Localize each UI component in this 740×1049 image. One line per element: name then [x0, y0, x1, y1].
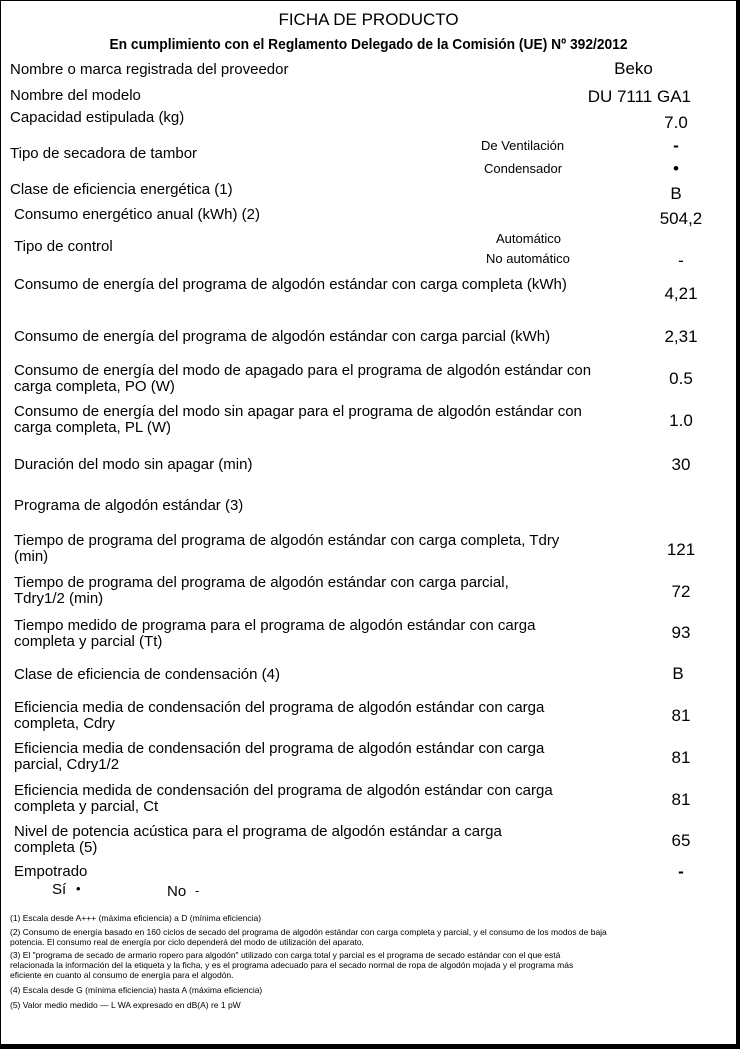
footnote-5: (5) Valor medio medido — L WA expresado en dB(A) re 1 pW [10, 1000, 241, 1010]
tdry-half-value: 72 [671, 582, 691, 601]
full-load-energy-label: Consumo de energía del programa de algodón estándar con carga completa (kWh) [14, 276, 567, 293]
noise-label: Nivel de potencia acústica para el programa de algodón estándar a carga completa (5) [14, 823, 502, 856]
product-sheet [1, 1, 736, 1044]
left-on-mode-value: 1.0 [669, 411, 693, 430]
built-in-yes-label: Sí [52, 881, 67, 898]
left-on-duration-label: Duración del modo sin apagar (min) [14, 456, 253, 473]
cdry-label: Eficiencia media de condensación del programa de algodón estándar con carga completa, Cdry [14, 699, 545, 732]
partial-load-energy-value: 2,31 [664, 327, 698, 346]
vented-label: De Ventilación [481, 138, 565, 153]
cdry-half-label: Eficiencia media de condensación del programa de algodón estándar con carga parcial, Cdry1/2 [14, 740, 545, 773]
supplier-label: Nombre o marca registrada del proveedor [10, 61, 289, 78]
footnote-3: (3) El "programa de secado de armario ropero para algodón" utilizado con carga total y parcial es el programa de secado estándar con el que está relacionada la información del la etiqueta y la ficha, y es el programa adecuado para el secado normal de ropa de algodón mojada y el programa más eficiente en cuanto al consumo de energía para el algodón. [10, 950, 574, 980]
left-on-duration-value: 30 [671, 455, 691, 474]
tdry-half-label: Tiempo de programa del programa de algodón estándar con carga parcial, Tdry1/2 (min) [14, 574, 509, 607]
ct-value: 81 [671, 790, 691, 809]
automatic-label: Automático [496, 231, 562, 246]
built-in-yes-value: • [76, 881, 81, 896]
model-value: DU 7111 GA1 [587, 87, 691, 106]
footnote-1: (1) Escala desde A+++ (máxima eficiencia) a D (mínima eficiencia) [10, 913, 262, 923]
ct-label: Eficiencia medida de condensación del programa de algodón estándar con carga completa y parcial, Ct [14, 782, 553, 815]
dryer-type-label: Tipo de secadora de tambor [10, 145, 198, 162]
non-automatic-label: No automático [486, 251, 570, 266]
supplier-value: Beko [614, 59, 653, 78]
tdry-value: 121 [666, 540, 696, 559]
vented-value: - [673, 136, 679, 155]
tt-value: 93 [671, 623, 691, 642]
off-mode-value: 0.5 [669, 369, 693, 388]
footnote-4: (4) Escala desde G (mínima eficiencia) hasta A (máxima eficiencia) [10, 985, 263, 995]
page-title: FICHA DE PRODUCTO [278, 10, 459, 29]
tdry-label: Tiempo de programa del programa de algodón estándar con carga completa, Tdry (min) [14, 532, 560, 565]
built-in-label: Empotrado [14, 863, 88, 880]
tt-label: Tiempo medido de programa para el programa de algodón estándar con carga completa y parcial (Tt) [14, 617, 536, 650]
footnote-2: (2) Consumo de energía basado en 160 ciclos de secado del programa de algodón estándar con carga completa y parcial, y el consumo de los modos de baja potencia. El consumo real de energía por ciclo dependerá del modo de utilización del aparato. [10, 927, 607, 947]
built-in-no-label: No [167, 883, 187, 900]
non-automatic-value: - [678, 251, 684, 270]
condenser-label: Condensador [484, 161, 563, 176]
partial-load-energy-label: Consumo de energía del programa de algodón estándar con carga parcial (kWh) [14, 328, 551, 345]
annual-consumption-label: Consumo energético anual (kWh) (2) [14, 206, 260, 223]
energy-class-value: B [670, 184, 682, 203]
regulation-subtitle: En cumplimiento con el Reglamento Delegado de la Comisión (UE) Nº 392/2012 [109, 36, 628, 53]
condenser-value: • [673, 159, 679, 178]
energy-class-label: Clase de eficiencia energética (1) [10, 181, 233, 198]
annual-consumption-value: 504,2 [659, 209, 703, 228]
condensation-class-value: B [672, 664, 684, 683]
full-load-energy-value: 4,21 [664, 284, 698, 303]
left-on-mode-label: Consumo de energía del modo sin apagar para el programa de algodón estándar con carga completa, PL (W) [14, 403, 582, 436]
off-mode-label: Consumo de energía del modo de apagado para el programa de algodón estándar con carga completa, PO (W) [14, 362, 592, 395]
standard-program-label: Programa de algodón estándar (3) [14, 497, 244, 514]
condensation-class-label: Clase de eficiencia de condensación (4) [14, 666, 280, 683]
noise-value: 65 [671, 831, 691, 850]
built-in-no-value: - [195, 883, 200, 898]
control-type-label: Tipo de control [14, 238, 113, 255]
built-in-value: - [678, 862, 684, 881]
cdry-value: 81 [671, 706, 691, 725]
model-label: Nombre del modelo [10, 87, 141, 104]
cdry-half-value: 81 [671, 748, 691, 767]
capacity-label: Capacidad estipulada (kg) [10, 109, 185, 126]
capacity-value: 7.0 [664, 113, 688, 132]
